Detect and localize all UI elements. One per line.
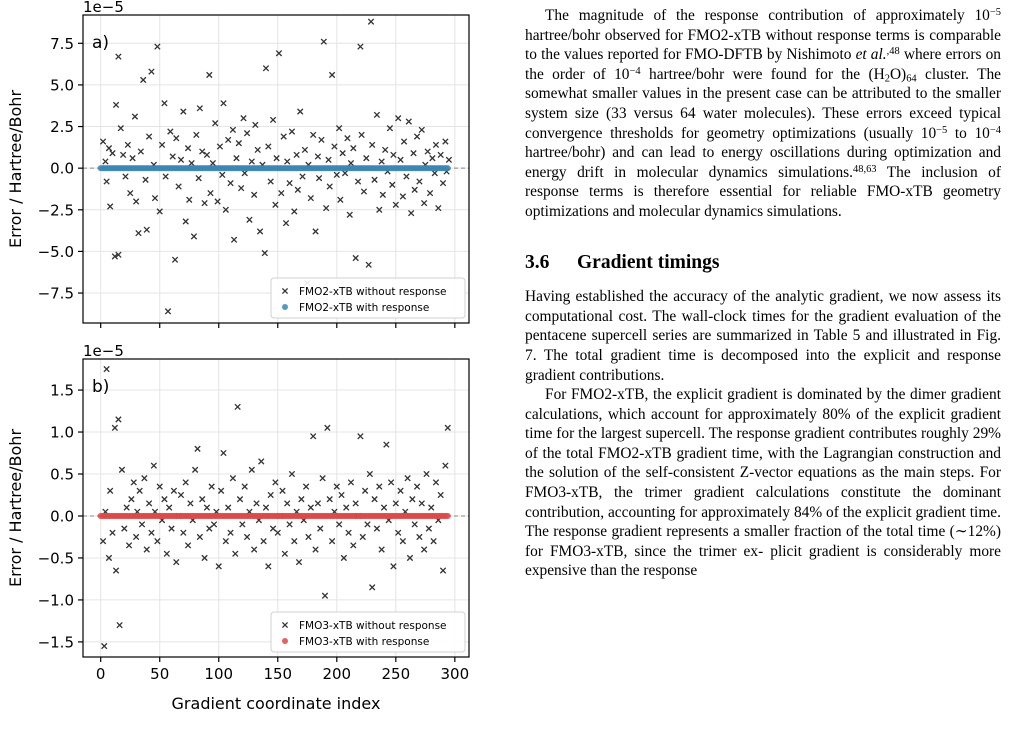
data-point-x (247, 217, 252, 222)
data-point-x (133, 199, 138, 204)
y-tick-label: 0.5 (50, 465, 74, 484)
data-point-x (181, 109, 186, 114)
data-point-x (213, 121, 218, 126)
data-point-x (355, 179, 360, 184)
data-point-x (112, 425, 117, 430)
data-point-x (366, 262, 371, 267)
data-point-x (259, 459, 264, 464)
paragraph-timings-details: For FMO2-xTB, the explicit gradient is dominated by the dimer gradient calculations, which account for approximately 80% of the explicit gradient time for the largest supercell. The response gradient contributes roughly 29% of the total FMO2-xTB gradient time, with the Lagrangian construction and the solution of the self-consistent Z-vector equations as the main steps. For FMO3-xTB, the trimer gradient calculations constitute the dominant contribution, accounting for approximately 84% of the explicit gradient time. The response gradient represents a smaller fraction of the total time (∼12%) for FMO3-xTB, since the trimer ex- plicit gradient is considerably more expensive than the response (525, 386, 1001, 580)
data-point-x (130, 155, 135, 160)
data-point-x (313, 547, 318, 552)
data-point-x (170, 154, 175, 159)
data-point-x (255, 147, 260, 152)
data-point-x (432, 170, 437, 175)
data-point-x (131, 480, 136, 485)
exponent-label: 1e−5 (83, 342, 124, 360)
data-point-x (178, 157, 183, 162)
data-point-x (230, 476, 235, 481)
data-point-x (209, 484, 214, 489)
y-tick-label: 5.0 (50, 76, 74, 95)
data-point-x (281, 134, 286, 139)
data-point-x (126, 543, 131, 548)
data-point-x (299, 496, 304, 501)
data-point-x (315, 154, 320, 159)
data-point-x (244, 534, 249, 539)
data-point-x (359, 132, 364, 137)
data-point-x (263, 66, 268, 71)
data-point-x (339, 492, 344, 497)
data-point-x (191, 234, 196, 239)
panel-label: a) (92, 33, 110, 53)
data-point-x (433, 142, 438, 147)
data-point-x (106, 145, 111, 150)
data-point-x (220, 172, 225, 177)
data-point-x (300, 174, 305, 179)
data-point-x (390, 182, 395, 187)
data-point-x (364, 155, 369, 160)
data-point-x (152, 195, 157, 200)
data-point-x (117, 622, 122, 627)
data-point-x (303, 484, 308, 489)
y-axis-label: Error / Hartree/Bohr (6, 89, 25, 249)
data-point-x (384, 442, 389, 447)
legend-label: FMO3-xTB with response (299, 636, 430, 648)
data-point-x (379, 547, 384, 552)
data-point-x (125, 142, 130, 147)
data-point-x (308, 505, 313, 510)
data-point-x (124, 505, 129, 510)
data-point-x (133, 534, 138, 539)
data-point-x (379, 159, 384, 164)
data-point-x (102, 643, 107, 648)
legend-label: FMO2-xTB with response (299, 302, 430, 314)
data-point-x (143, 177, 148, 182)
data-point-x (178, 492, 183, 497)
data-point-x (283, 220, 288, 225)
data-point-x (400, 538, 405, 543)
data-point-x (297, 109, 302, 114)
data-point-x (351, 543, 356, 548)
data-point-x (165, 309, 170, 314)
data-point-x (228, 180, 233, 185)
data-point-x (342, 170, 347, 175)
data-point-x (346, 530, 351, 535)
figure-charts (0, 0, 500, 743)
data-point-x (188, 501, 193, 506)
x-tick-label: 250 (381, 665, 411, 683)
data-point-x (217, 144, 222, 149)
data-point-x (276, 51, 281, 56)
data-point-x (327, 496, 332, 501)
data-point-x (296, 559, 301, 564)
data-point-x (282, 551, 287, 556)
x-tick-label: 200 (322, 665, 352, 683)
data-point-x (107, 204, 112, 209)
data-point-x (430, 155, 435, 160)
data-point-x (128, 190, 133, 195)
x-tick-label: 50 (150, 665, 170, 683)
data-point-x (197, 534, 202, 539)
y-tick-label: −5.0 (37, 242, 74, 261)
data-point-x (116, 417, 121, 422)
data-point-x (316, 175, 321, 180)
y-axis-label: Error / Hartree/Bohr (6, 428, 25, 588)
data-point-x (174, 136, 179, 141)
data-point-x (215, 199, 220, 204)
data-point-x (368, 19, 373, 24)
data-point-x (149, 530, 154, 535)
data-point-x (340, 150, 345, 155)
data-point-x (195, 446, 200, 451)
data-point-x (187, 197, 192, 202)
data-point-x (400, 194, 405, 199)
data-point-x (104, 179, 109, 184)
data-point-x (380, 192, 385, 197)
data-point-x (240, 522, 245, 527)
data-point-x (268, 179, 273, 184)
legend-label: FMO3-xTB without response (299, 620, 447, 632)
data-point-x (223, 538, 228, 543)
legend-marker-dot (282, 638, 288, 644)
data-point-x (174, 559, 179, 564)
data-point-x (189, 160, 194, 165)
data-point-x (235, 404, 240, 409)
data-point-x (225, 137, 230, 142)
data-point-x (287, 522, 292, 527)
data-point-x (169, 526, 174, 531)
data-point-x (110, 530, 115, 535)
data-point-x (274, 155, 279, 160)
data-point-x (362, 488, 367, 493)
section-title: Gradient timings (577, 251, 720, 273)
data-point-x (139, 522, 144, 527)
data-point-x (231, 237, 236, 242)
data-point-x (285, 501, 290, 506)
data-point-x (401, 139, 406, 144)
data-point-x (398, 157, 403, 162)
data-point-x (315, 501, 320, 506)
data-point-dot (445, 513, 451, 519)
data-point-x (414, 484, 419, 489)
data-point-x (221, 450, 226, 455)
data-point-x (374, 112, 379, 117)
data-point-x (142, 476, 147, 481)
data-point-x (388, 480, 393, 485)
legend-label: FMO2-xTB without response (299, 286, 447, 298)
panel-label: b) (92, 377, 110, 397)
x-tick-label: 300 (440, 665, 470, 683)
data-point-x (285, 159, 290, 164)
data-point-x (141, 77, 146, 82)
data-point-x (347, 212, 352, 217)
y-tick-label: 0.0 (50, 159, 74, 178)
data-point-x (164, 551, 169, 556)
data-point-x (374, 526, 379, 531)
data-point-x (426, 526, 431, 531)
data-point-x (263, 505, 268, 510)
data-point-x (327, 184, 332, 189)
data-point-x (338, 197, 343, 202)
data-point-x (200, 496, 205, 501)
data-point-x (302, 147, 307, 152)
data-point-x (242, 170, 247, 175)
data-point-x (249, 467, 254, 472)
legend-marker-dot (282, 304, 288, 310)
data-point-x (279, 190, 284, 195)
data-point-x (411, 150, 416, 155)
data-point-x (353, 255, 358, 260)
data-point-x (107, 488, 112, 493)
data-point-x (421, 200, 426, 205)
data-point-x (351, 145, 356, 150)
data-point-x (358, 44, 363, 49)
data-point-x (322, 593, 327, 598)
data-point-x (221, 101, 226, 106)
data-point-x (344, 505, 349, 510)
data-point-x (249, 159, 254, 164)
data-point-x (146, 134, 151, 139)
paragraph-response-magnitude: The magnitude of the response contribution of approximately $10^{-5}$ hartree/bohr observed for FMO2-xTB without response terms is comparable to the values reported for FMO-DFTB by Nishimoto et al.$^{,48}$ where errors on the order of $10^{-4}$ hartree/bohr were found for the $(H_2O)_{64}$ cluster. The somewhat smaller values in the present case can be attributed to the smaller system size (33 versus 64 water molecules). These errors exceed typical convergence thresholds for geometry optimizations (usually $10^{-5}$ to $10^{-4}$ hartree/bohr) and can lead to energy oscillations during optimization and energy drift in molecular dynamics simulations.$^{48,63}$ The inclusion of response terms is therefore essential for reliable FMO-xTB geometry optimizations and molecular dynamics simulations. (525, 6, 1002, 220)
y-tick-label: −2.5 (37, 201, 74, 220)
data-point-x (113, 568, 118, 573)
data-point-x (398, 488, 403, 493)
data-point-x (361, 189, 366, 194)
data-point-x (119, 467, 124, 472)
x-tick-label: 150 (263, 665, 293, 683)
data-point-x (162, 101, 167, 106)
data-point-x (261, 538, 266, 543)
data-point-x (348, 480, 353, 485)
y-tick-label: −1.5 (37, 633, 74, 652)
data-point-x (210, 160, 215, 165)
data-point-x (183, 219, 188, 224)
data-point-x (438, 152, 443, 157)
text-column (525, 6, 1001, 581)
data-point-x (348, 160, 353, 165)
y-tick-label: 7.5 (50, 34, 74, 53)
data-point-x (251, 192, 256, 197)
data-point-x (207, 72, 212, 77)
data-point-x (295, 187, 300, 192)
data-point-x (308, 195, 313, 200)
data-point-x (236, 140, 241, 145)
y-tick-label: −0.5 (37, 549, 74, 568)
data-point-x (404, 174, 409, 179)
data-point-x (372, 177, 377, 182)
data-point-x (129, 496, 134, 501)
data-point-x (136, 230, 141, 235)
data-point-dot (445, 165, 451, 171)
data-point-x (287, 180, 292, 185)
data-point-x (438, 492, 443, 497)
data-point-x (381, 505, 386, 510)
data-point-x (233, 551, 238, 556)
data-point-x (171, 488, 176, 493)
data-point-x (138, 149, 143, 154)
data-point-x (326, 157, 331, 162)
data-point-x (149, 69, 154, 74)
data-point-x (202, 200, 207, 205)
data-point-x (319, 137, 324, 142)
x-tick-label: 0 (95, 665, 106, 683)
section-heading (525, 253, 1001, 273)
data-point-x (318, 526, 323, 531)
data-point-x (292, 538, 297, 543)
data-point-x (168, 129, 173, 134)
section-number: 3.6 (525, 251, 550, 273)
data-point-x (443, 463, 448, 468)
data-point-x (132, 114, 137, 119)
data-point-x (412, 522, 417, 527)
data-point-x (370, 585, 375, 590)
y-tick-label: 2.5 (50, 118, 74, 137)
x-axis-label: Gradient coordinate index (171, 694, 381, 713)
data-point-x (280, 488, 285, 493)
data-point-x (241, 116, 246, 121)
y-tick-label: 1.5 (50, 381, 74, 400)
data-point-x (310, 132, 315, 137)
data-point-x (225, 505, 230, 510)
data-point-x (162, 496, 167, 501)
data-point-x (433, 480, 438, 485)
data-point-x (200, 149, 205, 154)
data-point-x (372, 496, 377, 501)
data-point-x (360, 534, 365, 539)
data-point-x (405, 476, 410, 481)
data-point-x (313, 229, 318, 234)
y-tick-label: 0.0 (50, 507, 74, 526)
data-point-x (370, 142, 375, 147)
data-point-x (325, 425, 330, 430)
data-point-x (211, 522, 216, 527)
data-point-x (194, 132, 199, 137)
data-point-x (358, 434, 363, 439)
data-point-x (116, 54, 121, 59)
data-point-x (137, 488, 142, 493)
legend (271, 278, 465, 318)
data-point-x (427, 190, 432, 195)
data-point-x (429, 505, 434, 510)
data-point-x (431, 538, 436, 543)
data-point-x (104, 366, 109, 371)
data-point-x (365, 522, 370, 527)
data-point-x (445, 425, 450, 430)
data-point-x (183, 480, 188, 485)
data-point-x (192, 467, 197, 472)
data-point-x (151, 463, 156, 468)
data-point-x (345, 136, 350, 141)
data-point-x (196, 175, 201, 180)
data-point-x (417, 179, 422, 184)
data-point-x (310, 434, 315, 439)
data-point-x (417, 534, 422, 539)
data-point-x (440, 180, 445, 185)
data-point-x (238, 185, 243, 190)
data-point-x (406, 119, 411, 124)
data-point-x (320, 476, 325, 481)
data-point-x (306, 534, 311, 539)
data-point-x (204, 152, 209, 157)
data-point-x (208, 190, 213, 195)
data-point-x (266, 564, 271, 569)
data-point-x (353, 501, 358, 506)
paragraph-timings-intro: Having established the accuracy of the analytic gradient, we now assess its computational cost. The wall-clock times for the gradient evaluation of the pentacene supercell series are summarized in Table 5 and illustrated in Fig. 7. The total gradient time is decomposed into the explicit and response gradient contributions. (525, 288, 1001, 384)
data-point-x (382, 147, 387, 152)
data-point-x (122, 526, 127, 531)
data-point-x (237, 496, 242, 501)
data-point-x (268, 492, 273, 497)
data-point-x (419, 127, 424, 132)
data-point-x (176, 184, 181, 189)
data-point-x (425, 149, 430, 154)
y-tick-label: 1.0 (50, 423, 74, 442)
data-point-x (421, 547, 426, 552)
data-point-x (443, 139, 448, 144)
data-point-x (197, 106, 202, 111)
data-point-x (289, 129, 294, 134)
data-point-x (419, 501, 424, 506)
data-point-x (257, 229, 262, 234)
data-point-x (377, 484, 382, 489)
data-point-x (446, 157, 451, 162)
data-point-x (123, 174, 128, 179)
data-point-x (146, 501, 151, 506)
data-point-x (329, 72, 334, 77)
data-point-x (329, 538, 334, 543)
data-point-x (254, 501, 259, 506)
data-point-x (185, 543, 190, 548)
chart-panel (6, 342, 469, 683)
data-point-x (230, 127, 235, 132)
data-point-x (120, 152, 125, 157)
data-point-x (144, 547, 149, 552)
data-point-x (110, 150, 115, 155)
data-point-x (266, 144, 271, 149)
data-point-x (412, 187, 417, 192)
data-point-x (251, 547, 256, 552)
data-point-x (234, 155, 239, 160)
data-point-x (228, 530, 233, 535)
data-point-x (103, 159, 108, 164)
data-point-x (408, 210, 413, 215)
data-point-x (113, 102, 118, 107)
exponent-label: 1e−5 (83, 0, 124, 16)
data-point-x (204, 505, 209, 510)
x-tick-label: 100 (204, 665, 234, 683)
data-point-x (144, 227, 149, 232)
data-point-x (440, 568, 445, 573)
y-tick-label: −1.0 (37, 591, 74, 610)
data-point-x (244, 131, 249, 136)
legend (271, 612, 465, 652)
data-point-x (185, 145, 190, 150)
data-point-x (294, 152, 299, 157)
data-point-x (410, 496, 415, 501)
data-point-x (242, 484, 247, 489)
y-tick-label: −7.5 (37, 284, 74, 303)
data-point-x (181, 530, 186, 535)
data-point-x (166, 505, 171, 510)
data-point-x (172, 257, 177, 262)
data-point-x (163, 174, 168, 179)
data-point-x (270, 117, 275, 122)
chart-panel (6, 0, 469, 328)
data-point-x (414, 134, 419, 139)
